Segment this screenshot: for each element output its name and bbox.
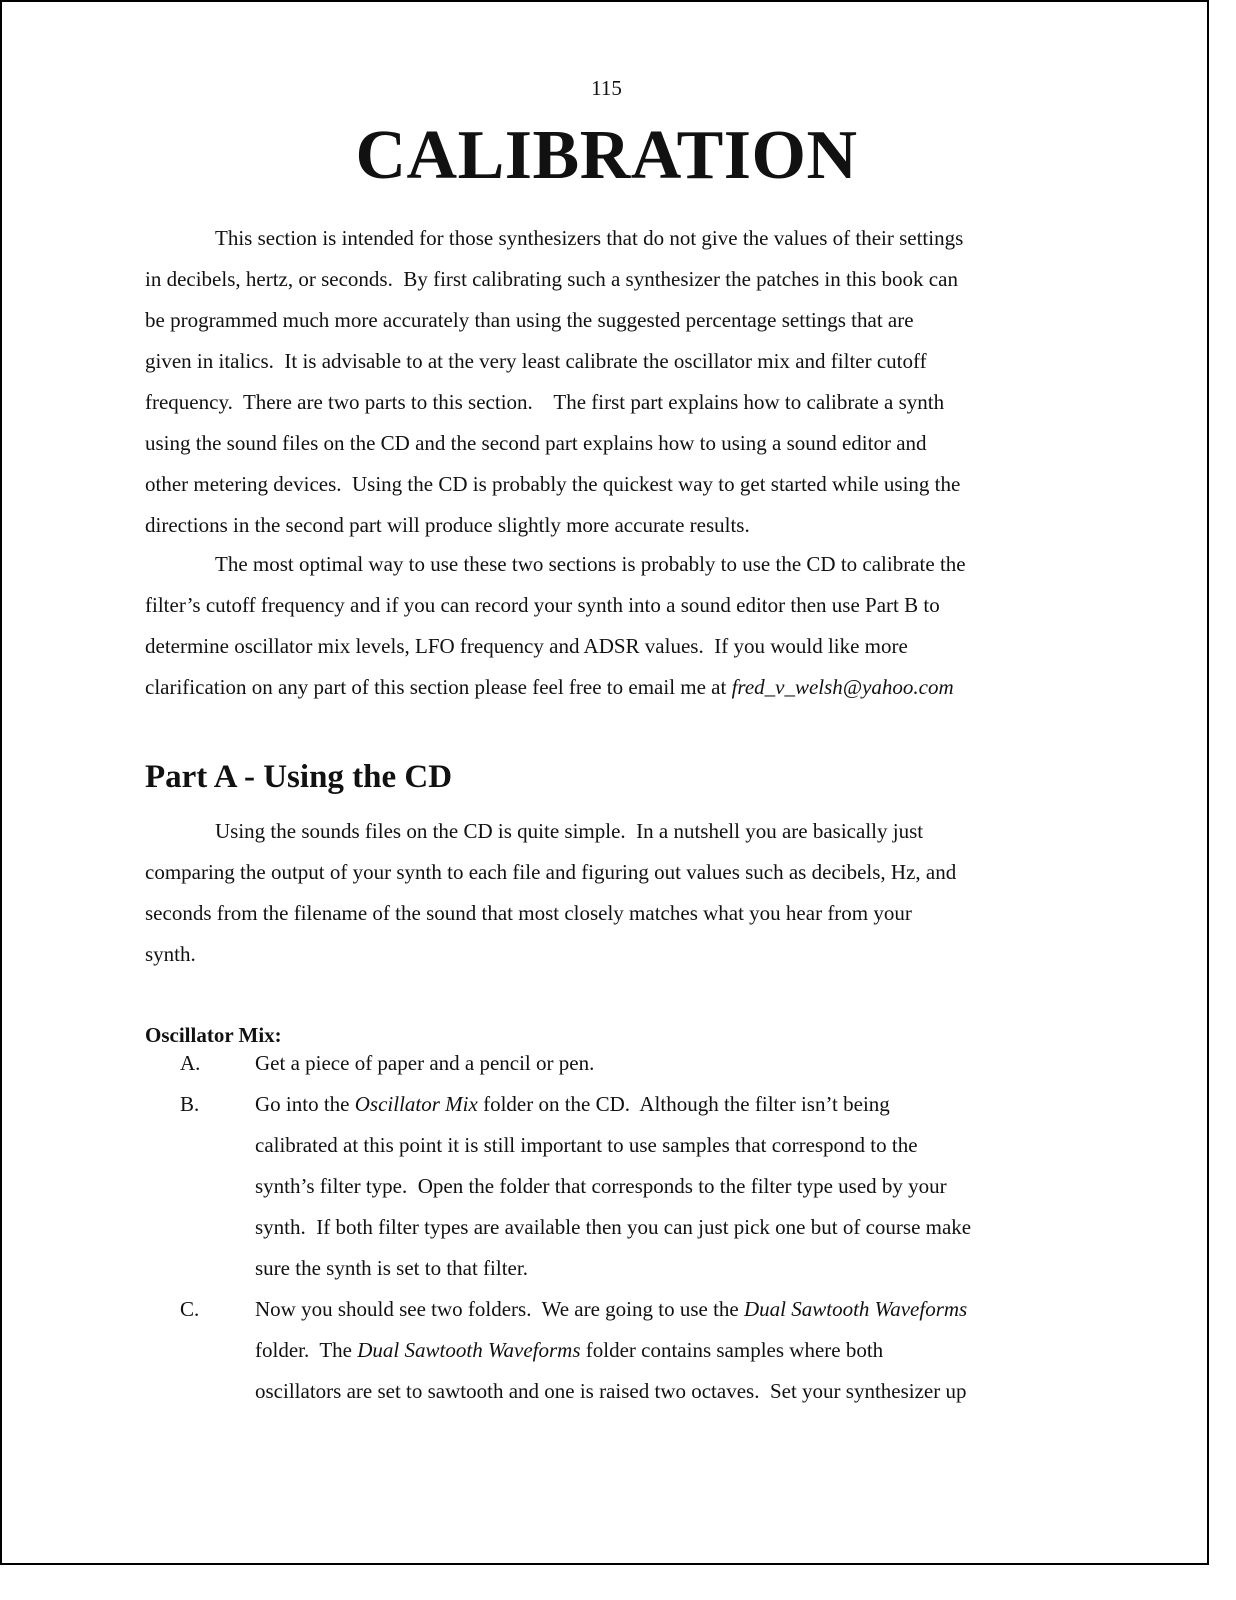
italic-text: Oscillator Mix: [354, 1092, 478, 1116]
text-run: sure the synth is set to that filter.: [255, 1256, 528, 1280]
text-run: Using the sounds files on the CD is quite simple. In a nutshell you are basically just: [215, 819, 924, 843]
intro-paragraph-2: [145, 544, 1085, 708]
text-run: other metering devices. Using the CD is probably the quickest way to get started while using the: [145, 472, 961, 496]
text-run: frequency. There are two parts to this section. The first part explains how to calibrate a synth: [145, 390, 945, 414]
text-line: [145, 341, 1085, 382]
text-line: [145, 667, 1085, 708]
text-run: seconds from the filename of the sound that most closely matches what you hear from your: [145, 901, 912, 925]
text-line: [255, 1084, 1085, 1125]
text-line: [145, 464, 1085, 505]
list-item: [145, 1289, 1085, 1412]
text-line: [145, 259, 1085, 300]
section-heading-part-a: Part A - Using the CD: [145, 759, 453, 795]
text-run: using the sound files on the CD and the second part explains how to using a sound editor and: [145, 431, 927, 455]
text-line: [255, 1371, 1085, 1412]
text-run: The most optimal way to use these two sections is probably to use the CD to calibrate the: [215, 552, 966, 576]
text-run: directions in the second part will produce slightly more accurate results.: [145, 513, 750, 537]
text-run: folder. The: [255, 1338, 358, 1362]
text-line: [145, 423, 1085, 464]
text-line: [145, 893, 1085, 934]
text-line: [145, 852, 1085, 893]
part-a-paragraph: [145, 811, 1085, 975]
text-line: [145, 811, 1085, 852]
italic-text: Dual Sawtooth Waveforms: [357, 1338, 581, 1362]
intro-paragraph-1: [145, 218, 1085, 546]
list-item: [145, 1043, 1085, 1084]
text-line: [255, 1166, 1085, 1207]
list-item-text: [255, 1289, 1085, 1412]
text-line: [145, 382, 1085, 423]
oscillator-mix-steps: [145, 1043, 1085, 1412]
text-line: [255, 1330, 1085, 1371]
list-letter: C.: [180, 1297, 200, 1321]
page-title: CALIBRATION: [355, 117, 858, 194]
text-run: be programmed much more accurately than using the suggested percentage settings that are: [145, 308, 914, 332]
text-line: [255, 1043, 1085, 1084]
text-run: calibrated at this point it is still important to use samples that correspond to the: [255, 1133, 918, 1157]
text-run: clarification on any part of this section please feel free to email me at: [145, 675, 732, 699]
text-run: in decibels, hertz, or seconds. By first calibrating such a synthesizer the patches in this book can: [145, 267, 958, 291]
text-run: This section is intended for those synthesizers that do not give the values of their settings: [215, 226, 964, 250]
text-line: [145, 505, 1085, 546]
text-line: [145, 626, 1085, 667]
text-line: [145, 585, 1085, 626]
text-run: Go into the: [255, 1092, 355, 1116]
text-run: comparing the output of your synth to each file and figuring out values such as decibels, Hz, and: [145, 860, 957, 884]
list-item-text: [255, 1043, 1085, 1084]
text-line: [255, 1207, 1085, 1248]
text-run: synth’s filter type. Open the folder that corresponds to the filter type used by your: [255, 1174, 947, 1198]
text-run: folder on the CD. Although the filter isn’t being: [477, 1092, 890, 1116]
text-run: Now you should see two folders. We are going to use the: [255, 1297, 744, 1321]
text-run: Get a piece of paper and a pencil or pen.: [255, 1051, 595, 1075]
text-line: [145, 218, 1085, 259]
page-number: 115: [591, 76, 622, 100]
text-run: oscillators are set to sawtooth and one is raised two octaves. Set your synthesizer up: [255, 1379, 967, 1403]
italic-text: Dual Sawtooth Waveforms: [744, 1297, 968, 1321]
text-run: synth. If both filter types are available then you can just pick one but of course make: [255, 1215, 972, 1239]
list-letter: A.: [180, 1051, 201, 1075]
text-run: given in italics. It is advisable to at the very least calibrate the oscillator mix and filter cutoff: [145, 349, 927, 373]
text-line: [255, 1125, 1085, 1166]
text-line: [145, 934, 1085, 975]
italic-text: fred_v_welsh@yahoo.com: [731, 675, 954, 699]
text-run: determine oscillator mix levels, LFO frequency and ADSR values. If you would like more: [145, 634, 908, 658]
text-line: [145, 544, 1085, 585]
list-item-text: [255, 1084, 1085, 1289]
text-run: filter’s cutoff frequency and if you can record your synth into a sound editor then use Part B to: [145, 593, 940, 617]
list-letter: B.: [180, 1092, 200, 1116]
text-run: synth.: [145, 942, 196, 966]
list-item: [145, 1084, 1085, 1289]
text-line: [145, 300, 1085, 341]
text-run: folder contains samples where both: [580, 1338, 884, 1362]
text-line: [255, 1248, 1085, 1289]
text-line: [255, 1289, 1085, 1330]
subheading-oscillator-mix: Oscillator Mix:: [145, 1023, 282, 1047]
